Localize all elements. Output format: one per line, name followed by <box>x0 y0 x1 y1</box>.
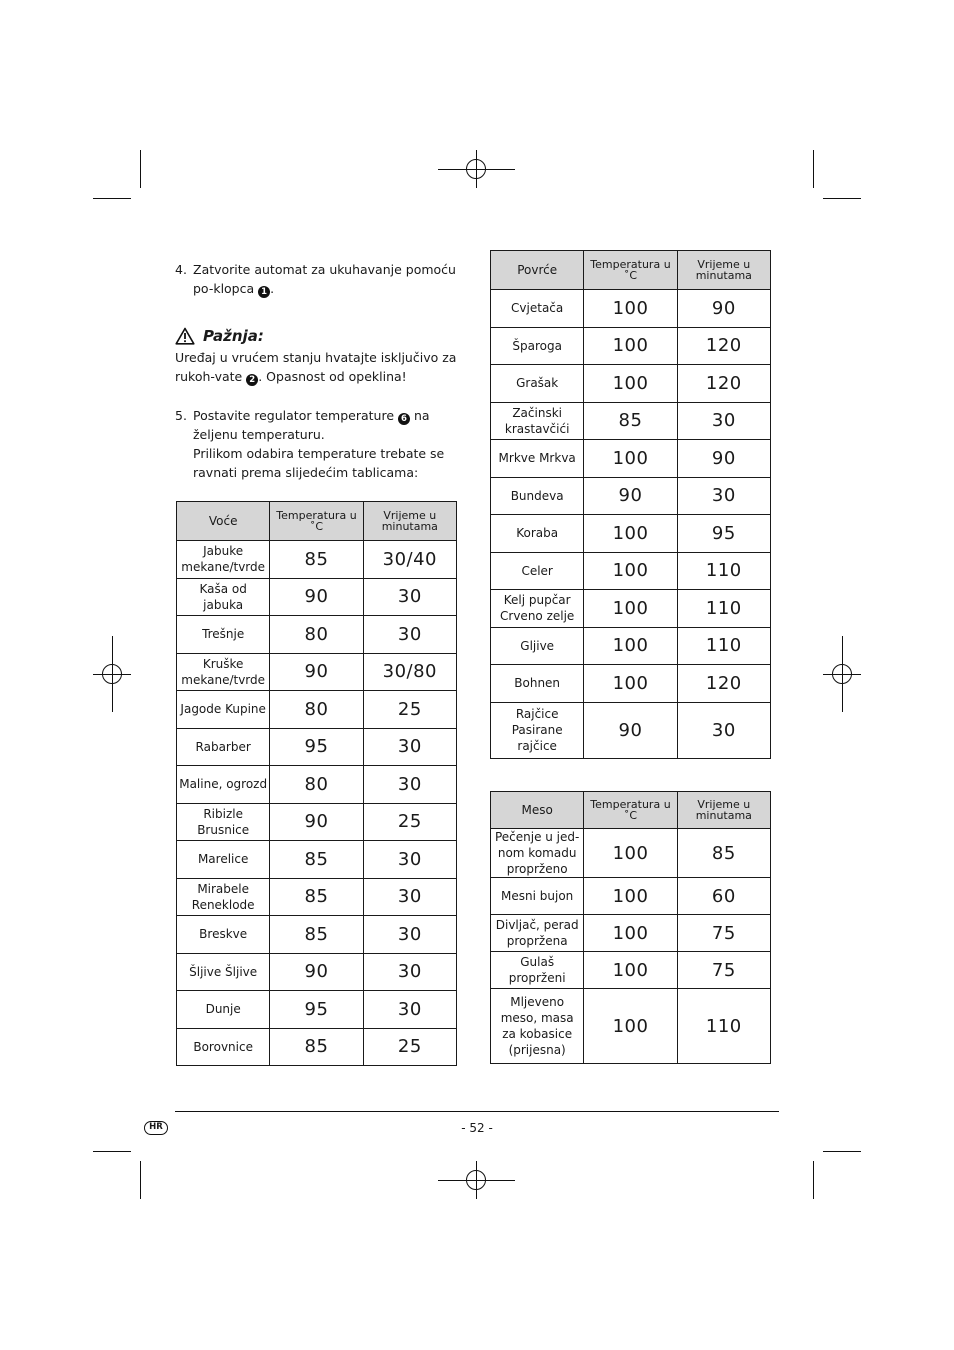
time-cell: 75 <box>677 952 770 989</box>
time-cell: 85 <box>677 829 770 878</box>
table-row <box>491 627 771 665</box>
table-row <box>491 952 771 989</box>
table-row <box>491 878 771 915</box>
table-row <box>491 829 771 878</box>
warning-text: Uređaj u vrućem stanju hvatajte isključivo za rukoh-vate 2 . Opasnost od opeklina! <box>175 350 457 385</box>
number-2-icon: 2 <box>246 374 258 386</box>
registration-mark <box>466 1170 486 1190</box>
item-name-cell: Bohnen <box>491 665 584 703</box>
item-name-cell: Maline, ogrozd <box>177 766 270 804</box>
table-header-row <box>177 502 457 541</box>
crop-mark <box>813 1161 814 1199</box>
item-name-cell: Koraba <box>491 515 584 553</box>
item-name-cell: Gulaš proprženi <box>491 952 584 989</box>
crop-mark <box>93 198 131 199</box>
temperature-cell: 100 <box>584 365 677 403</box>
column-header: Vrijeme u minutama <box>363 502 456 541</box>
time-cell: 30 <box>363 766 456 804</box>
table-row <box>491 327 771 365</box>
table-row <box>177 541 457 579</box>
column-header: Temperatura u ˚C <box>584 792 677 829</box>
item-name-cell: Cvjetača <box>491 290 584 328</box>
table-row <box>491 915 771 952</box>
step-text-2: Prilikom odabira temperature trebate se ravnati prema slijedećim tablicama: <box>193 446 445 480</box>
time-cell: 110 <box>677 590 770 628</box>
table-row <box>177 803 457 841</box>
temperature-cell: 90 <box>270 653 363 691</box>
time-cell: 30 <box>677 477 770 515</box>
table-row <box>177 841 457 879</box>
temperature-cell: 100 <box>584 552 677 590</box>
time-cell: 90 <box>677 440 770 478</box>
table-row <box>177 1028 457 1066</box>
item-name-cell: Mirabele Reneklode <box>177 878 270 916</box>
time-cell: 30 <box>363 953 456 991</box>
item-name-cell: Mrkve Mrkva <box>491 440 584 478</box>
vegetable-table <box>490 250 771 759</box>
time-cell: 30 <box>363 728 456 766</box>
time-cell: 30 <box>363 578 456 616</box>
column-header: Vrijeme u minutama <box>677 792 770 829</box>
time-cell: 25 <box>363 803 456 841</box>
warning-heading <box>175 326 465 346</box>
registration-mark <box>466 159 486 179</box>
crop-mark <box>823 1151 861 1152</box>
time-cell: 30 <box>363 916 456 954</box>
crop-mark <box>140 150 141 188</box>
table-row <box>491 702 771 758</box>
table-row <box>491 290 771 328</box>
column-header: Temperatura u ˚C <box>584 251 677 290</box>
temperature-cell: 85 <box>270 878 363 916</box>
table-row <box>177 578 457 616</box>
temperature-cell: 100 <box>584 440 677 478</box>
temperature-cell: 80 <box>270 616 363 654</box>
table-row <box>491 989 771 1064</box>
number-1-icon: 1 <box>258 286 270 298</box>
temperature-cell: 100 <box>584 915 677 952</box>
table-header-row <box>491 792 771 829</box>
table-row <box>177 766 457 804</box>
column-header: Meso <box>491 792 584 829</box>
table-row <box>491 665 771 703</box>
temperature-cell: 95 <box>270 728 363 766</box>
temperature-cell: 95 <box>270 991 363 1029</box>
meat-table <box>490 791 771 1064</box>
item-name-cell: Kruške mekane/tvrde <box>177 653 270 691</box>
table-row <box>177 878 457 916</box>
time-cell: 30/40 <box>363 541 456 579</box>
time-cell: 30 <box>363 878 456 916</box>
time-cell: 120 <box>677 665 770 703</box>
step-text: Postavite regulator temperature <box>193 408 395 423</box>
temperature-cell: 100 <box>584 829 677 878</box>
temperature-cell: 85 <box>270 1028 363 1066</box>
time-cell: 30 <box>363 616 456 654</box>
temperature-cell: 100 <box>584 590 677 628</box>
temperature-cell: 90 <box>270 578 363 616</box>
item-name-cell: Dunje <box>177 991 270 1029</box>
table-row <box>177 616 457 654</box>
temperature-cell: 100 <box>584 327 677 365</box>
temperature-cell: 100 <box>584 878 677 915</box>
item-name-cell: Mljeveno meso, masa za kobasice (prijesna) <box>491 989 584 1064</box>
time-cell: 120 <box>677 327 770 365</box>
item-name-cell: Breskve <box>177 916 270 954</box>
item-name-cell: Šljive Šljive <box>177 953 270 991</box>
temperature-cell: 85 <box>270 841 363 879</box>
item-name-cell: Celer <box>491 552 584 590</box>
time-cell: 110 <box>677 989 770 1064</box>
item-name-cell: Grašak <box>491 365 584 403</box>
step-5: 5. Postavite regulator temperature 6 na željenu temperaturu. Prilikom odabira temperature trebate se ravnati prema slijedećim tablicama: <box>175 408 445 480</box>
table-row <box>177 691 457 729</box>
item-name-cell: Mesni bujon <box>491 878 584 915</box>
warning-triangle-icon <box>175 327 195 345</box>
time-cell: 60 <box>677 878 770 915</box>
temperature-cell: 85 <box>270 916 363 954</box>
page-number: - 52 - <box>461 1121 493 1135</box>
time-cell: 110 <box>677 627 770 665</box>
time-cell: 30 <box>677 402 770 440</box>
item-name-cell: Divljač, perad propržena <box>491 915 584 952</box>
item-name-cell: Gljive <box>491 627 584 665</box>
item-name-cell: Začinski krastavčići <box>491 402 584 440</box>
temperature-cell: 100 <box>584 627 677 665</box>
time-cell: 90 <box>677 290 770 328</box>
item-name-cell: Rabarber <box>177 728 270 766</box>
item-name-cell: Rajčice Pasirane rajčice <box>491 702 584 758</box>
temperature-cell: 100 <box>584 665 677 703</box>
table-row <box>177 728 457 766</box>
temperature-cell: 100 <box>584 989 677 1064</box>
item-name-cell: Kaša od jabuka <box>177 578 270 616</box>
item-name-cell: Trešnje <box>177 616 270 654</box>
step-4: 4. Zatvorite automat za ukuhavanje pomoću po-klopca 1 . <box>175 262 456 297</box>
temperature-cell: 90 <box>584 702 677 758</box>
time-cell: 30 <box>677 702 770 758</box>
table-row <box>491 440 771 478</box>
temperature-cell: 80 <box>270 691 363 729</box>
item-name-cell: Kelj pupčar Crveno zelje <box>491 590 584 628</box>
crop-mark <box>813 150 814 188</box>
table-row <box>491 590 771 628</box>
item-name-cell: Marelice <box>177 841 270 879</box>
time-cell: 30/80 <box>363 653 456 691</box>
temperature-cell: 85 <box>584 402 677 440</box>
table-row <box>491 402 771 440</box>
table-row <box>177 916 457 954</box>
instructions <box>175 260 465 482</box>
table-row <box>491 515 771 553</box>
step-text: Zatvorite automat za ukuhavanje pomoću po-klopca <box>193 262 456 296</box>
crop-mark <box>823 198 861 199</box>
fruit-table <box>176 501 457 1066</box>
item-name-cell: Ribizle Brusnice <box>177 803 270 841</box>
item-name-cell: Bundeva <box>491 477 584 515</box>
temperature-cell: 85 <box>270 541 363 579</box>
temperature-cell: 100 <box>584 515 677 553</box>
item-name-cell: Pečenje u jed-nom komadu proprženo <box>491 829 584 878</box>
table-row <box>491 477 771 515</box>
language-badge: HR <box>144 1121 168 1135</box>
time-cell: 75 <box>677 915 770 952</box>
column-header: Voće <box>177 502 270 541</box>
table-row <box>177 653 457 691</box>
time-cell: 25 <box>363 1028 456 1066</box>
time-cell: 120 <box>677 365 770 403</box>
temperature-cell: 90 <box>270 953 363 991</box>
column-header: Vrijeme u minutama <box>677 251 770 290</box>
table-row <box>491 552 771 590</box>
crop-mark <box>93 1151 131 1152</box>
step-number: 4. <box>175 262 187 277</box>
item-name-cell: Jabuke mekane/tvrde <box>177 541 270 579</box>
temperature-cell: 100 <box>584 952 677 989</box>
footer-divider <box>175 1111 779 1112</box>
warning-title: Pažnja: <box>203 326 264 345</box>
table-header-row <box>491 251 771 290</box>
time-cell: 110 <box>677 552 770 590</box>
registration-mark <box>832 664 852 684</box>
time-cell: 30 <box>363 991 456 1029</box>
table-row <box>177 991 457 1029</box>
column-header: Temperatura u ˚C <box>270 502 363 541</box>
number-6-icon: 6 <box>398 413 410 425</box>
table-row <box>177 953 457 991</box>
temperature-cell: 100 <box>584 290 677 328</box>
item-name-cell: Jagode Kupine <box>177 691 270 729</box>
time-cell: 25 <box>363 691 456 729</box>
step-number: 5. <box>175 408 187 423</box>
temperature-cell: 80 <box>270 766 363 804</box>
crop-mark <box>140 1161 141 1199</box>
temperature-cell: 90 <box>584 477 677 515</box>
temperature-cell: 90 <box>270 803 363 841</box>
column-header: Povrće <box>491 251 584 290</box>
time-cell: 30 <box>363 841 456 879</box>
item-name-cell: Borovnice <box>177 1028 270 1066</box>
time-cell: 95 <box>677 515 770 553</box>
item-name-cell: Šparoga <box>491 327 584 365</box>
table-row <box>491 365 771 403</box>
registration-mark <box>102 664 122 684</box>
